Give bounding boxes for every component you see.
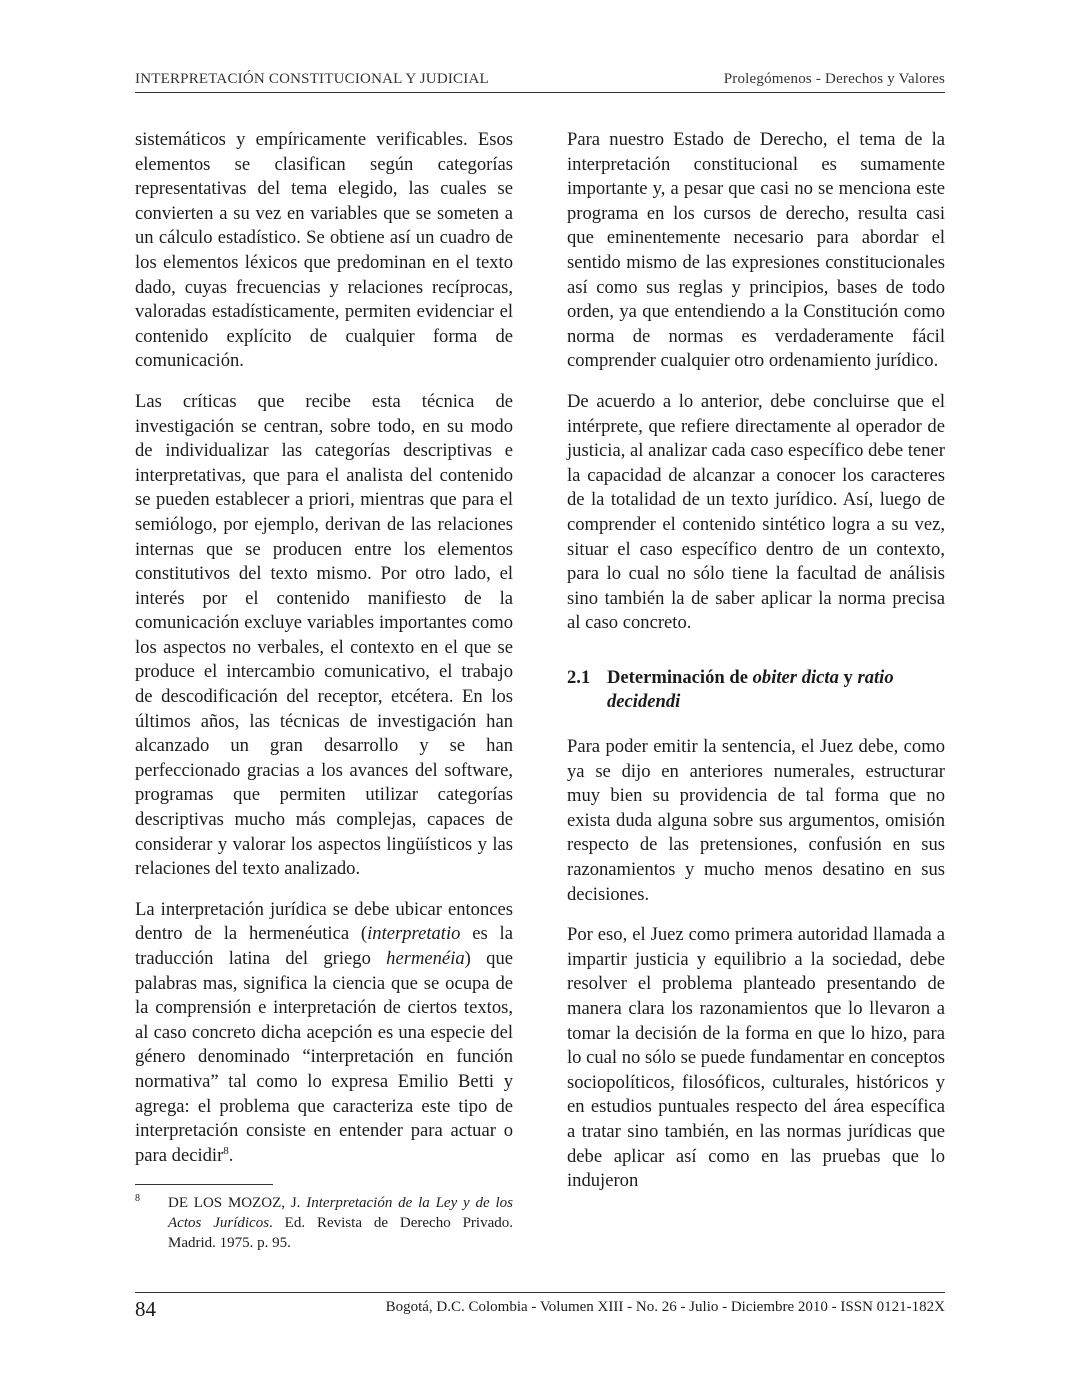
paragraph <box>135 898 513 1169</box>
heading-text: y <box>838 666 858 688</box>
section-title <box>607 666 945 715</box>
text-run: ) que palabras mas, significa la ciencia que se ocupa de la comprensión e interpretación de ciertos textos, al caso concreto dicha acepción es una especie del género denominado “interpretación en función normativa” tal como lo expresa Emilio Betti y agrega: el problema que caracteriza este tipo de interpretación consiste en entender para actuar o para decidir <box>135 948 513 1166</box>
header-journal-section: INTERPRETACIÓN CONSTITUCIONAL Y JUDICIAL <box>135 71 489 87</box>
section-heading <box>567 666 945 715</box>
page-number: 84 <box>135 1297 156 1321</box>
heading-italic: ratio decidendi <box>607 666 894 713</box>
footnote-separator <box>135 1184 273 1185</box>
paragraph: sistemáticos y empíricamente verificables. Esos elementos se clasifican según categorías representativas del tema elegido, las cuales se convierten a su vez en variables que se someten a un cálculo estadístico. Se obtiene así un cuadro de los elementos léxicos que predominan en el texto dado, cuyas frecuencias y relaciones recíprocas, valoradas estadísticamente, permiten evidenciar el contenido explícito de cualquier forma de comunicación. <box>135 129 513 372</box>
footnote-text <box>168 1193 513 1253</box>
paragraph: De acuerdo a lo anterior, debe concluirse que el intérprete, que refiere directamente al operador de justicia, al analizar cada caso específico debe tener la capacidad de alcanzar a conocer los caracteres de la totalidad de un texto jurídico. Así, luego de comprender el contenido sintético logra a su vez, situar el caso específico dentro de un contexto, para lo cual no sólo tiene la facultad de análisis sino también la de saber aplicar la norma precisa al caso concreto. <box>567 390 945 634</box>
paragraph: Por eso, el Juez como primera autoridad llamada a impartir justicia y equilibrio a la sociedad, debe resolver el problema planteado presentando de manera clara los razonamientos que lo llevaron a tomar la decisión de la forma en que lo hizo, para lo cual no sólo se puede fundamentar en conceptos sociopolíticos, filosóficos, culturales, históricos y en estudios puntuales respecto del área específica a tratar sino también, en las normas jurídicas que debe aplicar así como en las pruebas que lo indujeron <box>567 924 945 1192</box>
footnote-publication: . Ed. Revista de Derecho Privado. Madrid. 1975. p. 95. <box>168 1215 514 1252</box>
paragraph: Las críticas que recibe esta técnica de investigación se centran, sobre todo, en su modo de individualizar las categorías descriptivas e interpretativas, que para el analista del contenido se pueden establecer a priori, mientras que para el semiólogo, por ejemplo, derivan de las relaciones internas que se producen entre los elementos constitutivos del texto mismo. Por otro lado, el interés por el contenido manifiesto de la comunicación excluye variables importantes como los aspectos no verbales, el contexto en el que se produce el intercambio comunicativo, el trabajo de descodificación del receptor, etcétera. En los últimos años, las técnicas de investigación han alcanzado un gran desarrollo y se han perfeccionado gracias a los avances del software, programas que permiten utilizar categorías descriptivas mucho más complejas, capaces de considerar y valorar los aspectos lingüísticos y las relaciones del texto analizado. <box>135 390 513 880</box>
footnote <box>135 1193 513 1253</box>
text-run: es la traducción latina del griego <box>135 923 513 969</box>
heading-italic: obiter dicta <box>752 666 839 688</box>
footnote-title: Interpretación de la Ley y de los Actos Jurídicos <box>168 1195 513 1232</box>
text-run: La interpretación jurídica se debe ubicar entonces dentro de la hermenéutica ( <box>135 898 513 945</box>
italic-term: interpretatio <box>367 923 461 945</box>
footer-publication-info: Bogotá, D.C. Colombia - Volumen XIII - No. 26 - Julio - Diciembre 2010 - ISSN 0121-182X <box>385 1299 945 1315</box>
header-journal-title: Prolegómenos - Derechos y Valores <box>723 71 945 87</box>
heading-text: Determinación de <box>607 666 753 688</box>
running-header <box>135 70 945 93</box>
footnote-author: DE LOS MOZOZ, J. <box>168 1195 307 1212</box>
footnote-mark: 8 <box>135 1193 140 1205</box>
italic-term: hermenéia <box>386 948 465 969</box>
text-run: . <box>228 1144 234 1166</box>
footnote-reference[interactable]: 8 <box>223 1144 229 1157</box>
left-column <box>135 128 513 1253</box>
page-footer <box>135 1292 945 1323</box>
paragraph: Para poder emitir la sentencia, el Juez debe, como ya se dijo en anteriores numerales, estructurar muy bien su providencia de tal forma que no exista duda alguna sobre sus argumentos, omisión respecto de las pretensiones, confusión en sus razonamientos y mucho menos desatino en sus decisiones. <box>567 736 945 905</box>
paragraph: Para nuestro Estado de Derecho, el tema de la interpretación constitucional es sumamente importante y, a pesar que casi no se menciona este programa en los cursos de derecho, resulta casi que eminentemente necesario para abordar el sentido mismo de las expresiones constitucionales así como sus reglas y principios, bases de todo orden, ya que entendiendo a la Constitución como norma de normas es verdaderamente fácil comprender cualquier otro ordenamiento jurídico. <box>567 129 945 372</box>
section-number: 2.1 <box>567 666 591 688</box>
right-column <box>567 128 945 1210</box>
